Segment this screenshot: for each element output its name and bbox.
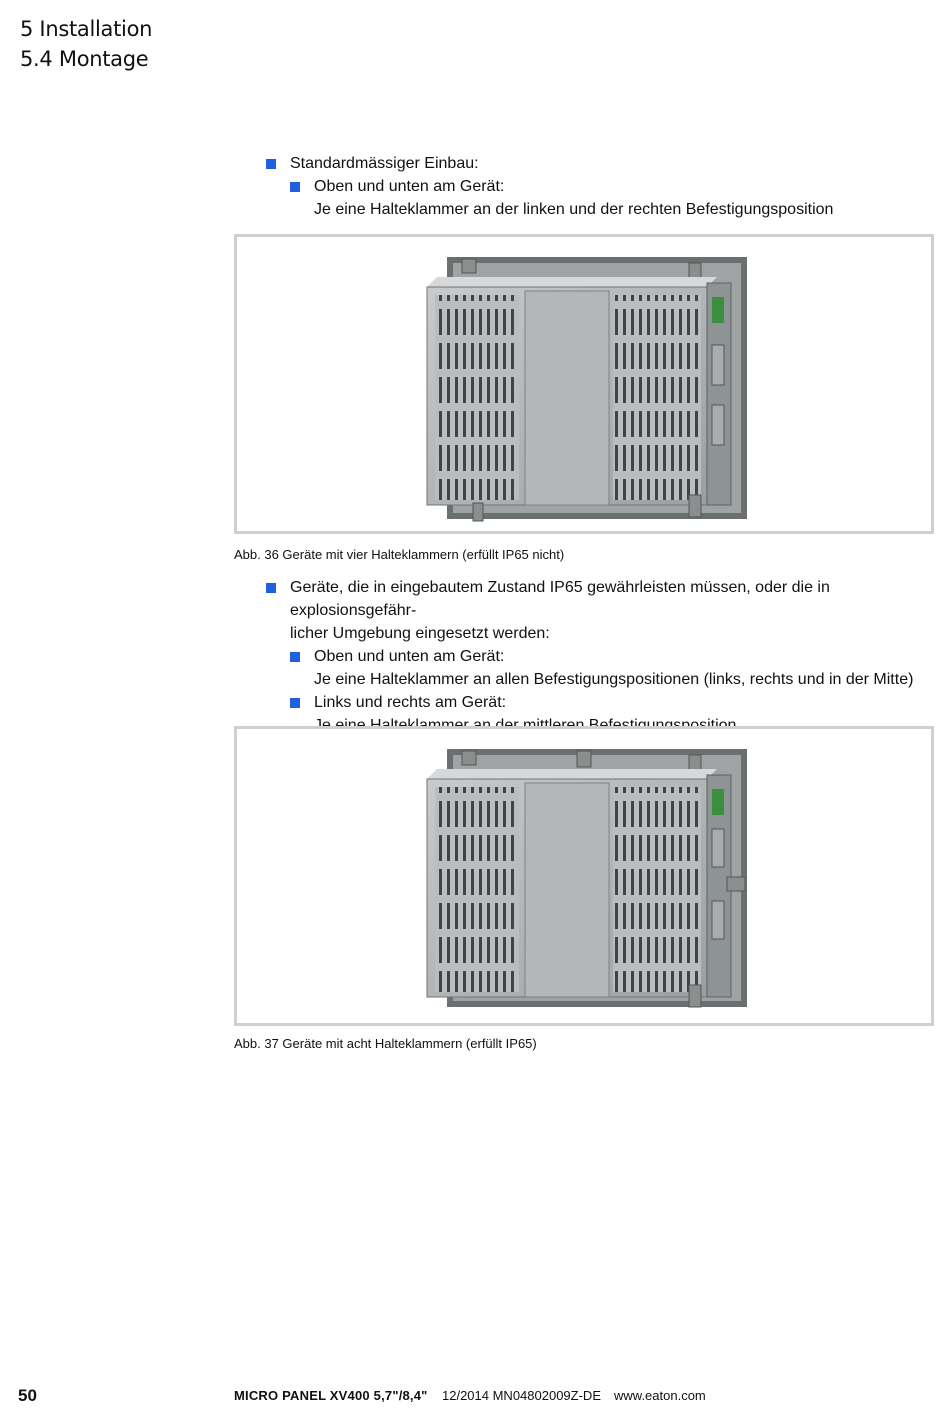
clamp-right-middle-icon [727, 877, 745, 891]
list-item-text: Standardmässiger Einbau: [290, 155, 479, 172]
list-subitem [290, 175, 938, 221]
section-title: 5.4 Montage [20, 47, 149, 71]
list-item [266, 152, 938, 175]
clamp-top-middle-icon [577, 751, 591, 767]
bullet-square-icon [290, 698, 300, 708]
clamp-top-left-icon [462, 751, 476, 765]
list-item [266, 576, 938, 645]
page-number: 50 [18, 1386, 37, 1405]
clamp-top-right-icon [689, 755, 701, 771]
product-name: MICRO PANEL XV400 5,7"/8,4" [234, 1388, 428, 1403]
device-rear-view-image [237, 237, 934, 534]
clamp-top-right-icon [689, 263, 701, 279]
clamp-bottom-left-icon [473, 503, 483, 521]
clamp-bottom-right-icon [689, 495, 701, 517]
website-link[interactable]: www.eaton.com [614, 1388, 706, 1403]
list-subitem [290, 645, 938, 691]
figure-36-device-four-clamps [234, 234, 934, 534]
figure-36-caption: Abb. 36 Geräte mit vier Halteklammern (erfüllt IP65 nicht) [234, 547, 565, 562]
figure-37-caption: Abb. 37 Geräte mit acht Halteklammern (erfüllt IP65) [234, 1036, 537, 1051]
bullet-list-standard [266, 152, 938, 221]
bullet-list-ip65 [266, 576, 938, 737]
figure-37-device-eight-clamps [234, 726, 934, 1026]
bullet-square-icon [266, 583, 276, 593]
list-subitem-line1: Links und rechts am Gerät: [314, 694, 507, 711]
list-item-line1: Geräte, die in eingebautem Zustand IP65 gewährleisten müssen, oder die in explosionsgefähr- [290, 579, 830, 619]
list-subitem-line2: Je eine Halteklammer an der linken und der rechten Befestigungsposition [314, 201, 834, 218]
device-rear-view-image [237, 729, 934, 1026]
clamp-bottom-right-icon [689, 985, 701, 1007]
bullet-square-icon [290, 182, 300, 192]
list-item-line2: licher Umgebung eingesetzt werden: [290, 625, 550, 642]
bullet-square-icon [290, 652, 300, 662]
chapter-title: 5 Installation [20, 17, 153, 41]
document-reference: 12/2014 MN04802009Z-DE [442, 1388, 601, 1403]
list-subitem-line2: Je eine Halteklammer an allen Befestigungspositionen (links, rechts und in der Mitte) [314, 671, 914, 688]
bullet-square-icon [266, 159, 276, 169]
clamp-top-left-icon [462, 259, 476, 273]
list-subitem-line1: Oben und unten am Gerät: [314, 648, 505, 665]
list-subitem-line1: Oben und unten am Gerät: [314, 178, 505, 195]
